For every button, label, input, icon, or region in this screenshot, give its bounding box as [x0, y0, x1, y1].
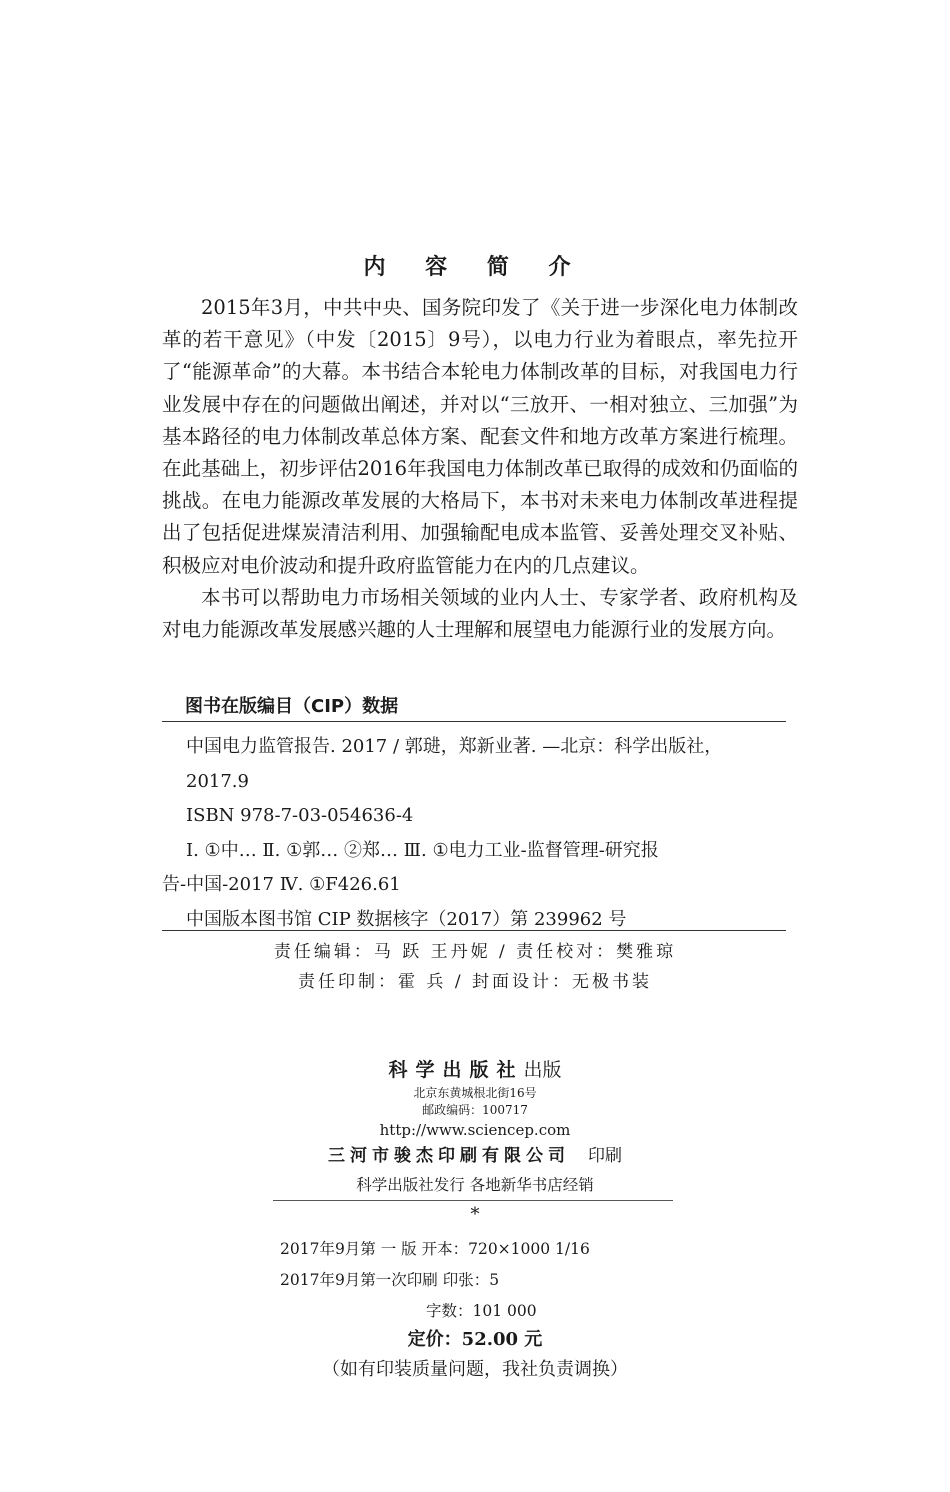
- publisher-rule: [273, 1200, 673, 1201]
- cip-isbn: ISBN 978-7-03-054636-4: [186, 805, 414, 826]
- distribution-line: 科学出版社发行 各地新华书店经销: [356, 1176, 594, 1194]
- publisher-url: http://www.sciencep.com: [379, 1121, 571, 1139]
- editors-line-1: 责任编辑：马 跃 王丹妮 / 责任校对：樊雅琼: [273, 942, 677, 962]
- cip-line-2: 2017.9: [186, 770, 249, 792]
- intro-paragraph-1: 2015年3月，中共中央、国务院印发了《关于进一步深化电力体制改革的若干意见》（中发〔2015〕9号），以电力行业为着眼点，率先拉开了“能源革命”的大幕。本书结合本轮电力体制改革的目标，对我国电力行业发展中存在的问题做出阐述，并对以“三放开、一相对独立、三加强”为基本路径的电力体制改革总体方案、配套文件和地方改革方案进行梳理。在此基础上，初步评估2016年我国电力体制改革已取得的成效和仍面临的挑战。在电力能源改革发展的大格局下，本书对未来电力体制改革进程提出了包括促进煤炭清洁利用、加强输配电成本监管、妥善处理交叉补贴、积极应对电价波动和提升政府监管能力在内的几点建议。: [162, 296, 798, 577]
- publisher-suffix: 出版: [523, 1059, 562, 1081]
- cip-line-1: 中国电力监管报告. 2017 / 郭琎，郑新业著. —北京：科学出版社，: [186, 736, 723, 757]
- printer-name: 三河市骏杰印刷有限公司: [328, 1146, 570, 1166]
- cip-title: 图书在版编目（CIP）数据: [185, 696, 399, 717]
- publisher-postcode: 邮政编码：100717: [422, 1103, 528, 1117]
- editors-line-2: 责任印制：霍 兵 / 封面设计：无极书装: [298, 972, 652, 992]
- cip-bottom-rule: [162, 930, 786, 931]
- price: 定价：52.00 元: [407, 1329, 543, 1350]
- print-info-block: [280, 1234, 590, 1327]
- edition-line: 2017年9月第 一 版 开本：720×1000 1/16: [280, 1240, 590, 1258]
- separator-star: *: [470, 1204, 480, 1225]
- publisher-name: 科学出版社: [388, 1059, 524, 1081]
- return-note: （如有印装质量问题，我社负责调换）: [322, 1359, 628, 1380]
- publisher-block: [0, 1055, 950, 1199]
- cip-line-5: 告-中国-2017 Ⅳ. ①F426.61: [162, 874, 401, 895]
- publisher-address: 北京东黄城根北街16号: [413, 1086, 537, 1100]
- printer-suffix: 印刷: [588, 1146, 622, 1166]
- cip-top-rule: [162, 721, 786, 722]
- cip-number: 中国版本图书馆 CIP 数据核字（2017）第 239962 号: [186, 908, 627, 930]
- publisher-name-line: [0, 1055, 950, 1085]
- intro-title: 内 容 简 介: [363, 255, 587, 280]
- printing-line: 2017年9月第一次印刷 印张：5: [280, 1271, 500, 1289]
- cip-block: [162, 732, 786, 939]
- word-count-line: 字数：101 000: [426, 1302, 537, 1320]
- editors-block: [0, 937, 950, 997]
- intro-paragraph-2: 本书可以帮助电力市场相关领域的业内人士、专家学者、政府机构及对电力能源改革发展感兴趣的人士理解和展望电力能源行业的发展方向。: [162, 585, 798, 642]
- printer-line: [0, 1141, 950, 1171]
- intro-body: [162, 292, 798, 646]
- cip-line-4: Ⅰ. ①中… Ⅱ. ①郭… ②郑… Ⅲ. ①电力工业-监督管理-研究报: [186, 839, 659, 861]
